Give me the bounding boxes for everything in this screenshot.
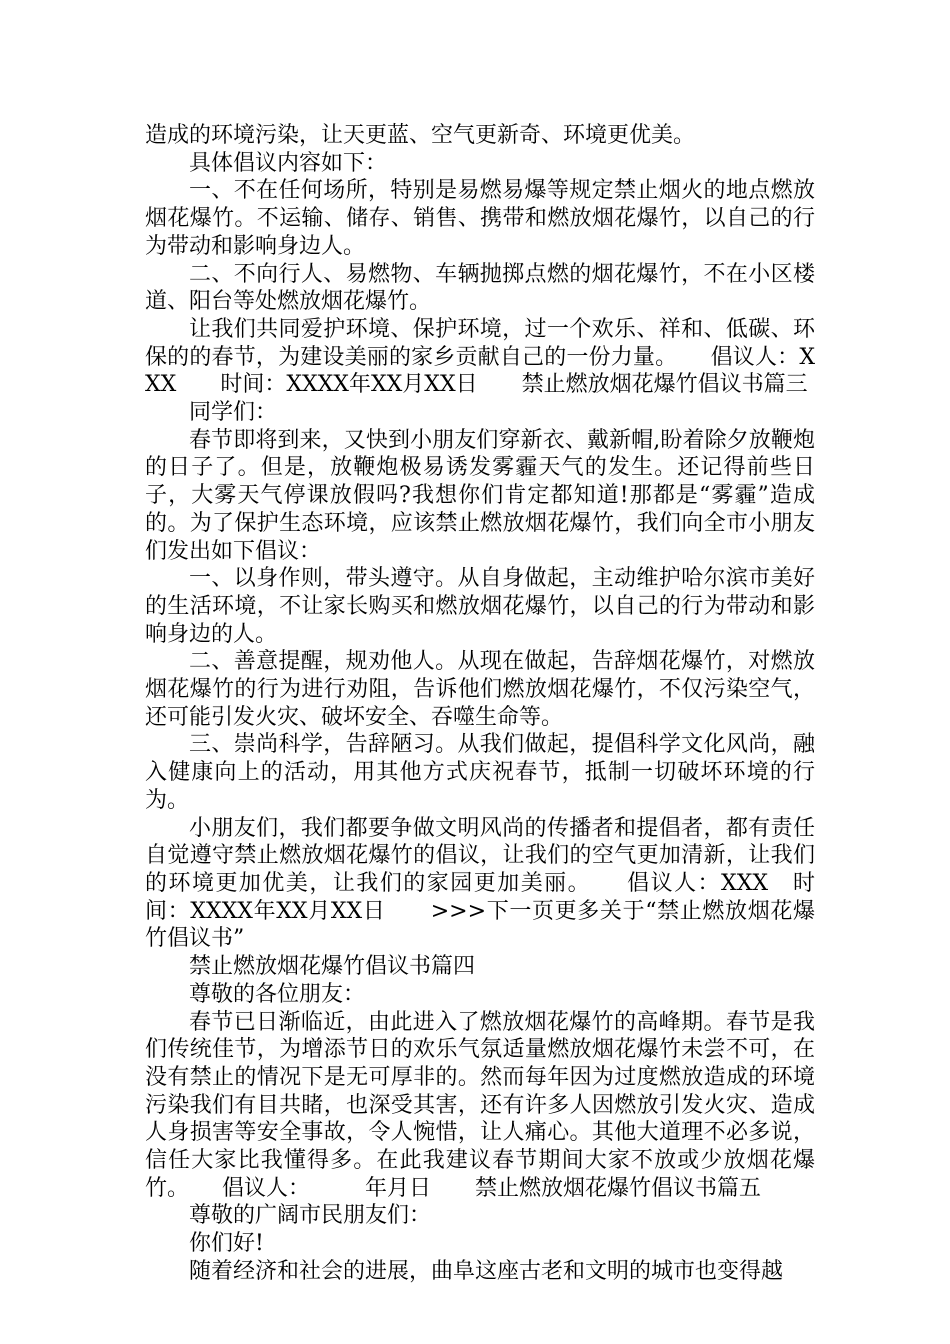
salutation: 尊敬的广阔市民朋友们： (189, 1203, 432, 1229)
paragraph: 春节已日渐临近，由此进入了燃放烟花爆竹的高峰期。春节是我们传统佳节，为增添节日的欢乐气氛适量燃放烟花爆竹未尝不可，在没有禁止的情况下是无可厚非的。然而每年因为过度燃放造成的环境污染我们有目共睹，也深受其害，还有许多人因燃放引发火灾、造成人身损害等安全事故，令人惋惜，让人痛心。其他大道理不必多说，信任大家比我懂得多。在此我建议春节期间大家不放或少放烟花爆竹。 倡议人： 年月日 禁止燃放烟花爆竹倡议书篇五 (145, 1009, 815, 1201)
document-body (145, 122, 815, 1286)
paragraph: 一、不在任何场所，特别是易燃易爆等规定禁止烟火的地点燃放烟花爆竹。不运输、储存、销售、携带和燃放烟花爆竹，以自己的行为带动和影响身边人。 (145, 178, 815, 259)
greeting: 你们好! (189, 1231, 264, 1257)
paragraph: 具体倡议内容如下： (189, 150, 388, 176)
paragraph: 春节即将到来，又快到小朋友们穿新衣、戴新帽,盼着除夕放鞭炮的日子了。但是，放鞭炮极易诱发雾霾天气的发生。还记得前些日子，大雾天气停课放假吗?我想你们肯定都知道!那都是“雾霾”造成的。为了保护生态环境，应该禁止燃放烟花爆竹，我们向全市小朋友们发出如下倡议： (145, 427, 815, 564)
paragraph: 二、不向行人、易燃物、车辆抛掷点燃的烟花爆竹，不在小区楼道、阳台等处燃放烟花爆竹。 (145, 261, 815, 315)
paragraph: 随着经济和社会的进展，曲阜这座古老和文明的城市也变得越 (189, 1258, 784, 1284)
paragraph: 同学们： (189, 400, 278, 426)
paragraph: 造成的环境污染，让天更蓝、空气更新奇、环境更优美。 (145, 123, 696, 148)
paragraph: 三、崇尚科学，告辞陋习。从我们做起，提倡科学文化风尚，融入健康向上的活动，用其他方式庆祝春节，抵制一切破坏环境的行为。 (145, 732, 815, 813)
paragraph: 二、善意提醒，规劝他人。从现在做起，告辞烟花爆竹，对燃放烟花爆竹的行为进行劝阻，告诉他们燃放烟花爆竹，不仅污染空气，还可能引发火灾、破坏安全、吞噬生命等。 (145, 649, 815, 730)
paragraph: 小朋友们，我们都要争做文明风尚的传播者和提倡者，都有责任自觉遵守禁止燃放烟花爆竹的倡议，让我们的空气更加清新，让我们的环境更加优美，让我们的家园更加美丽。 倡议人：XXX 时间：XXXX年XX月XX日 >>>下一页更多关于“禁止燃放烟花爆竹倡议书” (145, 815, 815, 952)
paragraph: 让我们共同爱护环境、保护环境，过一个欢乐、祥和、低碳、环保的的春节，为建设美丽的家乡贡献自己的一份力量。 倡议人：XXX 时间：XXXX年XX月XX日 禁止燃放烟花爆竹倡议书篇三 (145, 316, 815, 398)
paragraph: 一、以身作则，带头遵守。从自身做起，主动维护哈尔滨市美好的生活环境，不让家长购买和燃放烟花爆竹，以自己的行为带动和影响身边的人。 (145, 566, 815, 647)
section-heading: 禁止燃放烟花爆竹倡议书篇四 (189, 954, 476, 980)
salutation: 尊敬的各位朋友： (189, 981, 366, 1007)
